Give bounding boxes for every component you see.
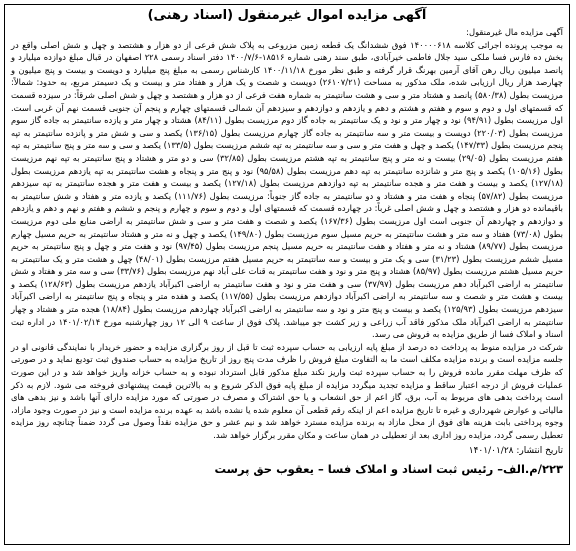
publish-date: تاریخ انتشار: ۱۴۰۱/۰۱/۲۸ [468,445,563,456]
notice-signature: ۲۲۳/م.الف– رئیس ثبت اسناد و املاک فسا – یعقوب حق پرست [214,461,563,476]
auction-notice [4,4,570,545]
notice-body-paragraph: به موجب پرونده اجرائی کلاسه ۱۴۰۰۰۰۶۱۸ فوق ششدانگ یک قطعه زمین مزروعی به پلاک شش فرعی از دو هزار و هشتصد و چهل و شش اصلی واقع در بخش ده فارس فسا ملکی سید جلال فاطمی خیرآبادی، طبق سند رهنی شماره ۱۸۵۱۶-۱۴۰۰/۷/۶ دفتر اسناد رسمی ۲۲۸ اصفهان در قبال مبلغ دوازده میلیارد و پانصد میلیون ریال رهن آقای آرمین بهرنگ قرار گرفته و طبق نظر مورخ ۱۴۰۰/۱۱/۱۸ کارشناس رسمی به مبلغ پنج میلیارد و دویست و بیست و پنج میلیون و چهارصد هزار ریال ارزیابی شده، ملک مذکور به مساحت (۲۶۱۰۷/۲۱) دویست و شصت و یک هزار و هفتاد متر و بیست و یک دسیمتر مربع، به حدود: شمالاً: مرزیست بطول (۵۸۰/۳۸) پانصد و هشتاد متر و سی و هشت سانتیمتر به شماره هفت فرعی از دو هزار و هشتصد و چهل و شش اصلی شرقاً: در سیزده قسمت که قسمتهای اول و دوم و سوم و هفتم و هشتم و دهم و یازدهم و دوازدهم و سیزدهم آن شمالی قسمتهای چهارم و پنجم آن جنوبی قسمت نهم آن غربی است. اول مرزیست بطول (۹۴/۹۱) نود و چهار متر و نود و یک سانتیمتر به جاده گاز دوم مرزیست بطول (۸۴/۱۱) هشتاد و چهار متر و یازده سانتیمتر به جاده گاز سوم مرزیست بطول (۲۲۰/۰۳) دویست و بیست متر و سه سانتیمتر به جاده گاز چهارم مرزیست بطول (۱۳۶/۱۵) یکصد و سی و شش متر و پانزده سانتیمتر به تپه پنجم مرزیست بطول (۱۴۷/۳۳) یکصد و چهل و هفت متر و سی و سه سانتیمتر به تپه ششم مرزیست بطول (۱۳۳/۵) یکصد و سی و سه متر و پنج سانتیمتر به تپه هفتم مرزیست بطول (۲۹/۰۵) بیست و نه متر و پنج سانتیمتر به تپه هشتم مرزیست بطول (۳۲/۸۵) سی و دو متر و هشتاد و پنج سانتیمتر به تپه نهم مرزیست بطول (۱۰۵/۱۶) یکصد و پنج متر و شانزده سانتیمتر به تپه دهم مرزیست بطول (۹۵/۵۸) نود و پنج متر و پنجاه و هشت سانتیمتر به تپه یازدهم مرزیست بطول (۱۲۷/۱۸) یکصد و بیست و هفت متر و هجده سانتیمتر به تپه دوازدهم مرزیست بطول (۱۲۷/۱۸) یکصد و بیست و هفت متر و هجده سانتیمتر به تپه سیزدهم مرزیست بطول (۵۷/۸۲) پنجاه و هفت متر و هشتاد و دو سانتیمتر به جاده گاز جنوباً: مرزیست بطول (۱۱۱/۷۶) یکصد و یازده متر و هفتاد و شش سانتیمتر به باقیمانده دو هزار و هشتصد و چهل و شش اصلی غرباً: در چهارده قسمت که قسمتهای اول و دوم و سوم و چهارم و پنجم و ششم و هفتم و نهم و دهم و یازدهم و دوازدهم و چهاردهم آن جنوبی است اول مرزیست بطول (۱۶۷/۳۶) یکصد و شصت و هفت متر و سی و شش سانتیمتر به اراضی منابع ملی دوم مرزیست بطول (۷۳/۰۸) هفتاد و سه متر و هشت سانتیمتر به حریم مسیل سوم مرزیست بطول (۱۴۹/۸۰) یکصد و چهل و نه متر و هشتاد سانتیمتر به حریم مسیل چهارم مرزیست بطول (۸۹/۷۷) هشتاد و نه متر و هفتاد و هفت سانتیمتر به حریم مسیل پنجم مرزیست بطول (۹۷/۴۵) نود و هفت متر و چهل و پنج سانتیمتر به حریم مسیل ششم مرزیست بطول (۳۱/۲۳) سی و یک متر و بیست و سه سانتیمتر به حریم مسیل هفتم مرزیست بطول (۴۸/۰۱) چهل و هشت متر و یک سانتیمتر به حریم مسیل هشتم مرزیست بطول (۸۵/۹۷) هشتاد و پنج متر و نود و هفت سانتیمتر به قنات علی آباد نهم مرزیست بطول (۳۳/۷۶) سی و سه متر و هفتاد و شش سانتیمتر به اراضی اکبرآباد دهم مرزیست بطول (۳۷/۹۷) سی و هفت متر و نود و هفت سانتیمتر به اراضی اکبرآباد یازدهم مرزیست بطول (۱۲۸/۶۳) یکصد و بیست و هشت متر و شصت و سه سانتیمتر به اراضی اکبرآباد دوازدهم مرزیست بطول (۱۱۷/۵۵) یکصد و هفده متر و پنجاه و پنج سانتیمتر به اراضی اکبرآباد سیزدهم مرزیست بطول (۱۲۵/۹۳) یکصد و بیست و پنج متر و نود و سه سانتیمتر به اراضی اکبرآباد چهاردهم مرزیست بطول (۱۸/۸۴) هجده متر و هشتاد و چهار سانتیمتر به اراضی اکبرآباد ملک مذکور فاقد آب زراعی و زیر کشت جو میباشد. پلاک فوق از ساعت ۹ الی ۱۲ روز چهارشنبه مورخ ۱۴۰۱/۰۲/۱۴ در اداره ثبت اسناد و املاک فسا از طریق مزایده به فروش می رسد. [11,39,564,340]
notice-terms-paragraph: شرکت در مزایده منوط به پرداخت ده درصد از مبلغ پایه ارزیابی به حساب سپرده ثبت تا قبل از روز برگزاری مزایده و حضور خریدار با نمایندگی قانونی او در جلسه مزایده است و برنده مزایده مکلف است ما به التفاوت مبلغ فروش را ظرف مدت پنج روز از تاریخ مزایده به حساب صندوق ثبت تودیع نماید و در صورتی که ظرف مهلت مقرر مانده فروش را به حساب سپرده ثبت واریز نکند مبلغ مذکور قابل استرداد نبوده و به حساب خزانه واریز خواهد شد و در این صورت عملیات فروش از درجه اعتبار ساقط و مزایده تجدید میگردد مزایده از مبلغ پایه فوق الذکر شروع و به بالاترین قیمت پیشنهادی فروخته می شود. لازم به ذکر است پرداخت بدهی های مربوط به آب، برق، گاز اعم از حق انشعاب و یا حق اشتراک و مصرف در صورتی که مورد مزایده دارای آنها باشد و نیز بدهی های مالیاتی و عوارض شهرداری و غیره تا تاریخ مزایده اعم از اینکه رقم قطعی آن معلوم شده یا نشده باشد به عهده برنده مزایده است و نیز در صورت وجود مازاد، وجوه پرداختی بابت هزینه های فوق از محل مازاد به برنده مزایده مسترد خواهد شد و نیم عشر و حق مزایده نقداً وصول می گردد ضمناً چنانچه روز مزایده تعطیل رسمی گردد، مزایده روز اداری بعد از تعطیلی در همان ساعت و مکان مقرر برگزار خواهد شد. [11,341,563,440]
notice-salutation: آگهی مزایده مال غیرمنقول: [466,27,563,37]
notice-title: آگهی مزایده اموال غیرمنقول (اسناد رهنی) [147,8,427,23]
